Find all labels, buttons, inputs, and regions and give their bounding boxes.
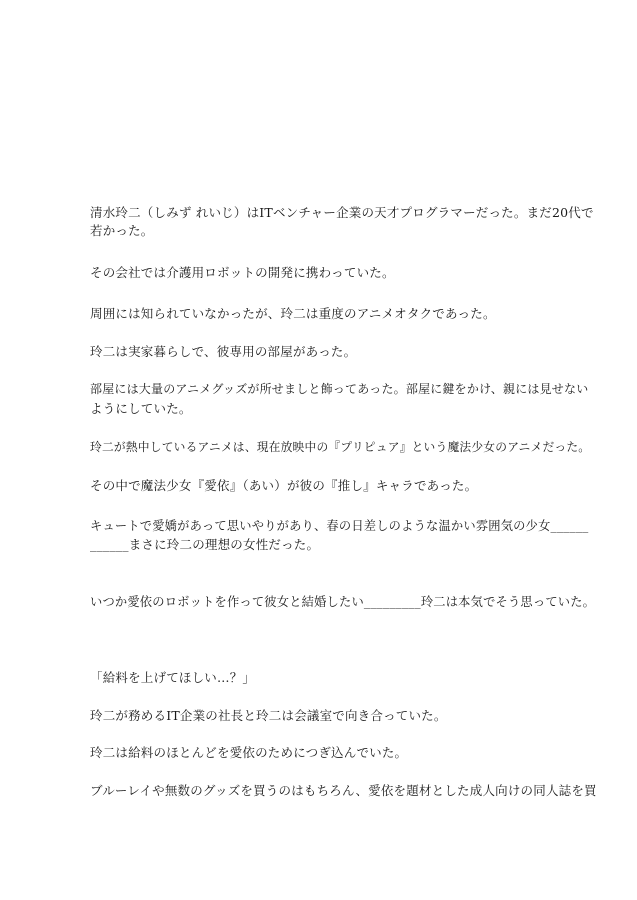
text-line: 玲二が務めるIT企業の社長と玲二は会議室で向き合っていた。 bbox=[90, 708, 447, 723]
text-line: その会社では介護用ロボットの開発に携わっていた。 bbox=[90, 265, 395, 280]
text-line: ______まさに玲二の理想の女性だった。 bbox=[90, 537, 320, 552]
text-line: 玲二が熱中しているアニメは、現在放映中の『プリピュア』という魔法少女のアニメだった。 bbox=[90, 440, 591, 454]
text-line: その中で魔法少女『愛依』（あい）が彼の『推し』キャラであった。 bbox=[90, 478, 478, 493]
text-line: 若かった。 bbox=[90, 223, 154, 238]
text-line: 部屋には大量のアニメグッズが所せましと飾ってあった。部屋に鍵をかけ、親には見せない bbox=[90, 382, 589, 396]
text-line: 周囲には知られていなかったが、玲二は重度のアニメオタクであった。 bbox=[90, 306, 496, 321]
text-line: 清水玲二（しみず れいじ）はITベンチャー企業の天才プログラマーだった。まだ20代で bbox=[90, 205, 594, 220]
text-line: 玲二は実家暮らしで、彼専用の部屋があった。 bbox=[90, 344, 357, 359]
text-line: ブルーレイや無数のグッズを買うのはもちろん、愛依を題材とした成人向けの同人誌を買 bbox=[90, 783, 597, 798]
text-line: ようにしていた。 bbox=[90, 401, 192, 416]
text-line: いつか愛依のロボットを作って彼女と結婚したい_________玲二は本気でそう思っていた。 bbox=[90, 595, 596, 609]
text-line: 玲二は給料のほとんどを愛依のためにつぎ込んでいた。 bbox=[90, 745, 408, 760]
text-line: 「給料を上げてほしい…？」 bbox=[90, 670, 256, 685]
text-line: キュートで愛嬌があって思いやりがあり、春の日差しのような温かい雰囲気の少女______ bbox=[90, 519, 589, 533]
